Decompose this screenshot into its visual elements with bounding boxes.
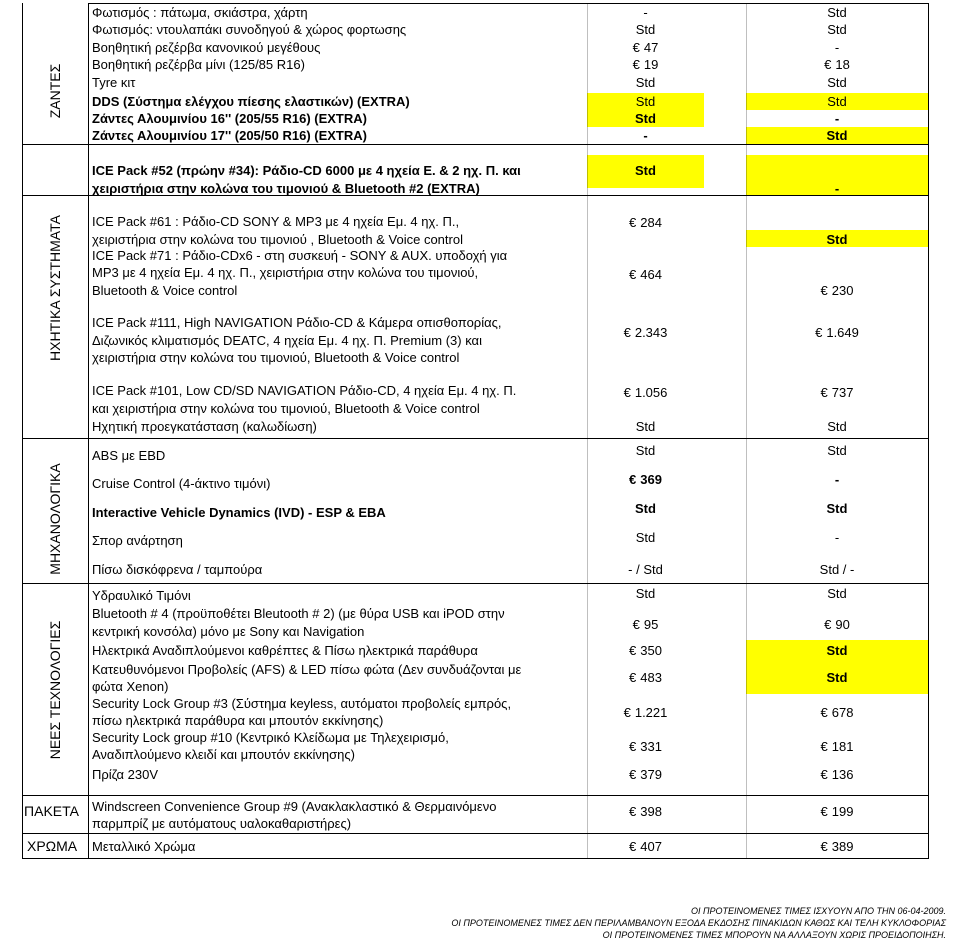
price-b: Std [826, 670, 848, 685]
euro-icon: € [629, 670, 637, 685]
price-b: € 1.649 [815, 325, 859, 340]
row-desc: Ηλεκτρικά Αναδιπλούμενοι καθρέπτες & Πίσω ηλεκτρικά παράθυρα [92, 643, 478, 658]
price-b: € 18 [824, 57, 850, 72]
row-desc: ICE Pack #71 : Ράδιο-CDx6 - στη συσκευή - SONY & AUX. υποδοχή για [92, 248, 508, 263]
price-b: € 199 [820, 804, 854, 819]
euro-icon: € [824, 617, 832, 632]
price-b: Std [827, 22, 847, 37]
price-a: Std [635, 75, 656, 90]
row-desc: Ζάντες Αλουμινίου 16'' (205/55 R16) (EXTRA) [92, 111, 367, 126]
footer-note: ΟΙ ΠΡΟΤΕΙΝΟΜΕΝΕΣ ΤΙΜΕΣ ΙΣΧΥΟΥΝ ΑΠΟ ΤΗΝ 06-04-2009. [691, 906, 946, 916]
row-desc: και χειριστήρια στην κολώνα του τιμονιού, Bluetooth & Voice control [92, 401, 480, 416]
row-desc: Tyre κιτ [92, 75, 136, 90]
row-desc: χειριστήρια στην κολώνα του τιμονιού & Bluetooth #2 (EXTRA) [92, 181, 480, 196]
price-b: Std [827, 5, 847, 20]
row-desc: ICE Pack #52 (πρώην #34): Ράδιο-CD 6000 με 4 ηχεία Ε. & 2 ηχ. Π. και [92, 163, 521, 178]
price-b: Std [826, 128, 848, 143]
row-desc: Βοηθητική ρεζέρβα κανονικού μεγέθους [92, 40, 321, 55]
row-desc: Cruise Control (4-άκτινο τιμόνι) [92, 476, 271, 491]
price-b: - [834, 40, 840, 55]
row-desc: Υδραυλικό Τιμόνι [92, 588, 191, 603]
euro-icon: € [824, 57, 832, 72]
row-desc: DDS (Σύστημα ελέγχου πίεσης ελαστικών) (EXTRA) [92, 94, 410, 109]
price-b: € 181 [820, 739, 854, 754]
price-b: Std [826, 232, 848, 247]
price-b: - [834, 530, 840, 545]
row-desc: Κατευθυνόμενοι Προβολείς (AFS) & LED πίσω φώτα (Δεν συνδυάζονται με [92, 662, 522, 677]
row-desc: Interactive Vehicle Dynamics (IVD) - ESP & EBA [92, 505, 386, 520]
row-desc: παρμπρίζ με αυτόματους υαλοκαθαριστήρες) [92, 816, 352, 831]
price-b: Std / - [819, 562, 855, 577]
row-desc: ICE Pack #111, High NAVIGATION Ράδιο-CD & Κάμερα οπισθοπορίας, [92, 315, 502, 330]
footer-note: ΟΙ ΠΡΟΤΕΙΝΟΜΕΝΕΣ ΤΙΜΕΣ ΜΠΟΡΟΥΝ ΝΑ ΑΛΛΑΞΟΥΝ ΧΩΡΙΣ ΠΡΟΕΙΔΟΠΟΙΗΣΗ. [602, 930, 946, 940]
euro-icon: € [629, 739, 637, 754]
price-b: € 90 [824, 617, 850, 632]
euro-icon: € [632, 40, 640, 55]
price-b: € 389 [820, 839, 854, 854]
price-b: - [834, 111, 840, 126]
price-a: Std [635, 530, 656, 545]
price-b: Std [827, 419, 847, 434]
price-b: Std [827, 443, 847, 458]
euro-icon: € [820, 283, 828, 298]
price-a: Std [635, 22, 656, 37]
price-a: € 47 [632, 40, 659, 55]
euro-icon: € [820, 839, 828, 854]
price-a: Std [635, 94, 656, 109]
row-desc: Σπορ ανάρτηση [92, 533, 183, 548]
price-a: - [643, 5, 648, 20]
euro-icon: € [820, 804, 828, 819]
price-b: € 230 [820, 283, 854, 298]
euro-icon: € [623, 325, 631, 340]
row-desc: Βοηθητική ρεζέρβα μίνι (125/85 R16) [92, 57, 305, 72]
section-label-packs: ΠΑΚΕΤΑ [24, 803, 79, 819]
price-a: € 331 [629, 739, 662, 754]
price-b: Std [827, 94, 847, 109]
price-a: € 369 [629, 472, 662, 487]
price-a: - [643, 128, 648, 143]
price-b: € 737 [820, 385, 854, 400]
row-desc: Ζάντες Αλουμινίου 17'' (205/50 R16) (EXTRA) [92, 128, 367, 143]
price-a: € 379 [629, 767, 662, 782]
row-desc: Αναδιπλούμενο κλειδί και μπουτόν εκκίνησης) [92, 747, 355, 762]
euro-icon: € [820, 767, 828, 782]
euro-icon: € [632, 617, 640, 632]
row-desc: Security Lock group #10 (Κεντρικό Κλείδωμα με Τηλεχειρισμό, [92, 730, 449, 745]
euro-icon: € [815, 325, 823, 340]
price-a: € 483 [629, 670, 662, 685]
row-desc: χειριστήρια στην κολώνα του τιμονιού , Bluetooth & Voice control [92, 232, 463, 247]
row-desc: Μεταλλικό Χρώμα [92, 839, 196, 854]
row-desc: ICE Pack #101, Low CD/SD NAVIGATION Ράδιο-CD, 4 ηχεία Εμ. 4 ηχ. Π. [92, 383, 517, 398]
row-desc: Πίσω δισκόφρενα / ταμπούρα [92, 562, 263, 577]
row-desc: Bluetooth # 4 (προϋποθέτει Bleutooth # 2) (με θύρα USB και iPOD στην [92, 606, 505, 621]
price-b: Std [826, 501, 848, 516]
price-a: Std [635, 501, 656, 516]
price-a: € 464 [629, 267, 662, 282]
price-a: € 95 [632, 617, 659, 632]
row-desc: ABS με EBD [92, 448, 166, 463]
price-b: Std [827, 586, 847, 601]
row-desc: χειριστήρια στην κολώνα του τιμονιού, Bluetooth & Voice control [92, 350, 460, 365]
euro-icon: € [629, 267, 637, 282]
row-desc: Security Lock Group #3 (Σύστημα keyless, αυτόματοι προβολείς εμπρός, [92, 696, 512, 711]
price-b: Std [827, 75, 847, 90]
price-b: € 136 [820, 767, 854, 782]
footer-note: ΟΙ ΠΡΟΤΕΙΝΟΜΕΝΕΣ ΤΙΜΕΣ ΔΕΝ ΠΕΡΙΛΑΜΒΑΝΟΥΝ ΕΞΟΔΑ ΕΚΔΟΣΗΣ ΠΙΝΑΚΙΔΩΝ ΚΑΘΩΣ ΚΑΙ ΤΕΛΗ ΚΥΚΛΟΦΟΡΙΑΣ [451, 918, 946, 928]
price-a: € 350 [629, 643, 662, 658]
euro-icon: € [632, 57, 640, 72]
price-a: Std [635, 586, 656, 601]
price-a: Std [635, 443, 656, 458]
euro-icon: € [623, 385, 631, 400]
price-a: € 19 [632, 57, 659, 72]
price-a: € 1.221 [623, 705, 668, 720]
price-a: Std [635, 163, 656, 178]
row-desc: Ηχητική προεγκατάσταση (καλωδίωση) [92, 419, 317, 434]
price-a: € 2.343 [623, 325, 668, 340]
row-desc: Πρίζα 230V [92, 767, 159, 782]
price-a: € 407 [629, 839, 662, 854]
row-desc: Διζωνικός κλιματισμός DEATC, 4 ηχεία Εμ. 4 ηχ. Π. Premium (3) και [92, 333, 482, 348]
euro-icon: € [820, 739, 828, 754]
row-desc: πίσω ηλεκτρικά παράθυρα και μπουτόν εκκίνησης) [92, 713, 384, 728]
euro-icon: € [629, 804, 637, 819]
price-b: € 678 [820, 705, 854, 720]
euro-icon: € [629, 472, 637, 487]
row-desc: Φωτισμός: ντουλαπάκι συνοδηγού & χώρος φορτωσης [92, 22, 407, 37]
row-desc: κεντρική κονσόλα) μόνο με Sony και Navigation [92, 624, 365, 639]
section-label-color: ΧΡΩΜΑ [27, 838, 78, 854]
price-a: Std [635, 419, 656, 434]
price-b: Std [826, 643, 848, 658]
row-desc: MP3 με 4 ηχεία Εμ. 4 ηχ. Π., χειριστήρια στην κολώνα του τιμονιού, [92, 265, 479, 280]
row-desc: Bluetooth & Voice control [92, 283, 238, 298]
price-a: - / Std [628, 562, 663, 577]
price-a: € 1.056 [623, 385, 668, 400]
euro-icon: € [623, 705, 631, 720]
row-desc: φώτα Xenon) [92, 679, 169, 694]
euro-icon: € [629, 215, 637, 230]
euro-icon: € [820, 385, 828, 400]
price-a: € 398 [629, 804, 662, 819]
row-desc: Φωτισμός : πάτωμα, σκιάστρα, χάρτη [92, 5, 308, 20]
price-a: € 284 [629, 215, 662, 230]
row-desc: Windscreen Convenience Group #9 (Ανακλακλαστικό & Θερμαινόμενο [92, 799, 497, 814]
euro-icon: € [629, 839, 637, 854]
euro-icon: € [629, 643, 637, 658]
price-b: - [834, 181, 840, 196]
euro-icon: € [820, 705, 828, 720]
price-a: Std [635, 111, 656, 126]
price-b: - [834, 472, 840, 487]
euro-icon: € [629, 767, 637, 782]
row-desc: ICE Pack #61 : Ράδιο-CD SONY & MP3 με 4 ηχεία Εμ. 4 ηχ. Π., [92, 214, 460, 229]
